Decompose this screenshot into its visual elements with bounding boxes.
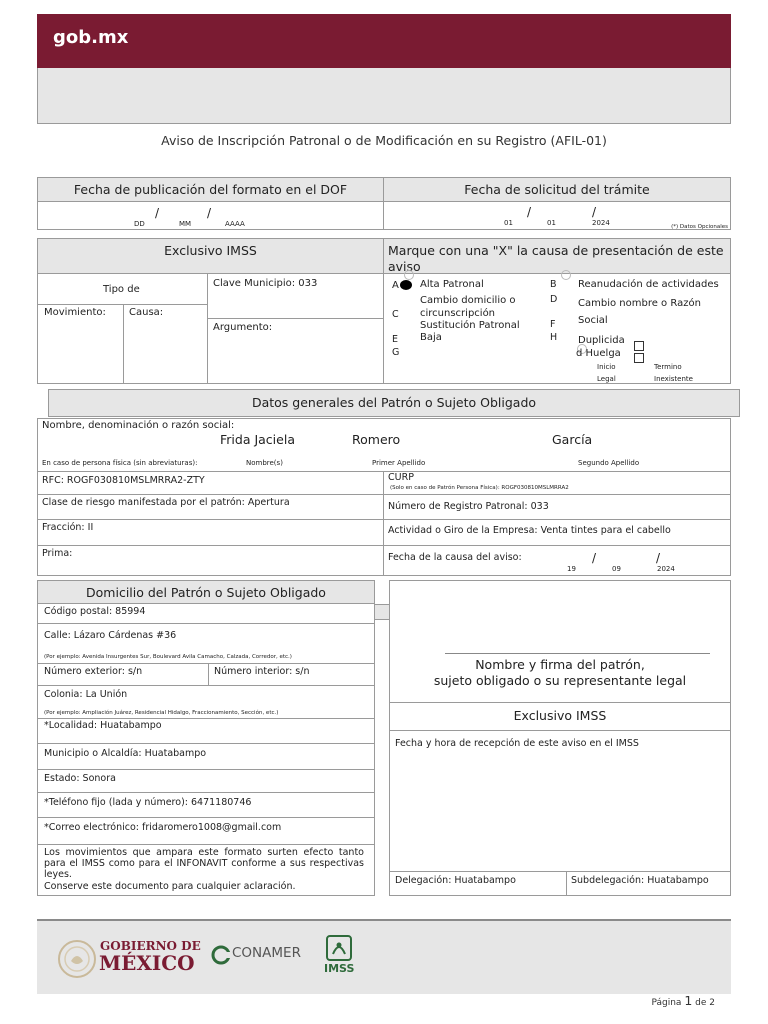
nombre-value[interactable]: Frida Jaciela [220, 432, 295, 447]
prima-cell[interactable]: Prima: [37, 545, 384, 576]
firma-imss-header: Exclusivo IMSS [389, 702, 731, 731]
correo-cell[interactable]: *Correo electrónico: fridaromero1008@gmail.com [37, 817, 375, 845]
datos-header: Datos generales del Patrón o Sujeto Obligado [48, 389, 740, 417]
solicitud-day: 01 [504, 219, 513, 227]
page-number: Página 1 de 2 [651, 993, 715, 1008]
header-gray-band [37, 68, 731, 124]
nombre-cell: Nombre, denominación o razón social: Frida Jaciela Romero García En caso de persona física (sin abreviaturas): Nombre(s) Primer Apellido Segundo Apellido [37, 418, 731, 472]
apellido1-value[interactable]: Romero [352, 432, 401, 447]
estado-cell[interactable]: Estado: Sonora [37, 769, 375, 793]
cp-cell[interactable]: Código postal: 85994 [37, 603, 375, 624]
form-title: Aviso de Inscripción Patronal o de Modificación en su Registro (AFIL-01) [161, 133, 607, 148]
firma-cell[interactable]: Nombre y firma del patrón, sujeto obligado o su representante legal [389, 580, 731, 703]
dof-date-cell: / / DD MM AAAA [37, 201, 384, 230]
gobierno-de-text: GOBIERNO DE [100, 939, 201, 953]
fecha-causa-year: 2024 [657, 565, 675, 573]
solicitud-month: 01 [547, 219, 556, 227]
localidad-cell[interactable]: *Localidad: Huatabampo [37, 718, 375, 744]
solicitud-header: Fecha de solicitud del trámite [383, 177, 731, 202]
solicitud-year: 2024 [592, 219, 610, 227]
domicilio-header: Domicilio del Patrón o Sujeto Obligado [37, 580, 375, 604]
num-int-cell[interactable]: Número interior: s/n [208, 663, 375, 686]
clave-municipio-cell: Clave Municipio: 033 [207, 273, 384, 319]
municipio-cell[interactable]: Municipio o Alcaldía: Huatabampo [37, 743, 375, 770]
num-ext-cell[interactable]: Número exterior: s/n [37, 663, 209, 686]
apellido2-value[interactable]: García [552, 432, 593, 447]
header-bar [37, 14, 731, 68]
rfc-cell[interactable]: RFC: ROGF030810MSLMRRA2-ZTY [37, 471, 384, 495]
curp-cell[interactable]: CURP (Solo en caso de Patrón Persona Física): ROGF030810MSLMRRA2 [383, 471, 731, 495]
argumento-cell: Argumento: [207, 318, 384, 384]
fecha-causa-day: 19 [567, 565, 576, 573]
telefono-cell[interactable]: *Teléfono fijo (lada y número): 6471180746 [37, 792, 375, 818]
huelga-checkbox[interactable] [634, 353, 644, 363]
imss-logo-icon [326, 935, 352, 961]
actividad-cell[interactable]: Actividad o Giro de la Empresa: Venta tintes para el cabello [383, 519, 731, 546]
colonia-cell[interactable]: Colonia: La Unión (Por ejemplo: Ampliación Juárez, Residencial Hidalgo, Fraccionamiento, Sección, etc.) [37, 685, 375, 719]
registro-patronal-cell[interactable]: Número de Registro Patronal: 033 [383, 494, 731, 520]
fecha-causa-cell[interactable]: Fecha de la causa del aviso: / / 19 09 2024 [383, 545, 731, 576]
duplicidad-checkbox[interactable] [634, 341, 644, 351]
solicitud-date-cell[interactable]: / / 01 01 2024 (*) Datos Opcionales [383, 201, 731, 230]
delegacion-cell[interactable]: Delegación: Huatabampo Subdelegación: Huatabampo [389, 871, 731, 896]
reanudacion-radio[interactable] [561, 270, 571, 280]
tipo-cell: Tipo de Movimiento: Causa: [37, 273, 208, 384]
conamer-text: CONAMER [232, 945, 301, 961]
mexico-seal-icon [57, 939, 97, 979]
causa-header: Marque con una "X" la causa de presentación de este aviso [383, 238, 731, 274]
aviso-legal-cell: Los movimientos que ampara este formato surten efecto tanto para el IMSS como para el INFONAVIT conforme a sus respectivas leyes. Conserve este documento para cualquier aclaración. [37, 844, 375, 896]
recepcion-cell[interactable]: Fecha y hora de recepción de este aviso en el IMSS [389, 730, 731, 872]
firma-line [445, 653, 710, 654]
imss-header: Exclusivo IMSS [37, 238, 384, 274]
clase-riesgo-cell[interactable]: Clase de riesgo manifestada por el patrón: Apertura [37, 494, 384, 520]
dof-header: Fecha de publicación del formato en el DOF [37, 177, 384, 202]
calle-cell[interactable]: Calle: Lázaro Cárdenas #36 (Por ejemplo: Avenida Insurgentes Sur, Boulevard Avila Camacho, Calzada, Corredor, etc.) [37, 623, 375, 664]
conamer-logo-icon [211, 945, 231, 965]
datos-opcionales-note: (*) Datos Opcionales [671, 224, 728, 230]
causa-options: A Alta Patronal B Reanudación de actividades C Cambio domicilio o circunscripción D Cambio nombre o Razón Social Sustitución Patronal F E Baja H G Duplicida d Huelga Inicio Legal Termino Inexistente [383, 273, 731, 384]
tipo-divider-v [123, 304, 124, 384]
domicilio-side-tab [374, 604, 390, 620]
delegacion-divider [566, 871, 567, 896]
fecha-causa-month: 09 [612, 565, 621, 573]
gobmx-logo: gob.mx [53, 27, 129, 48]
alta-radio-ghost [404, 270, 414, 280]
alta-radio-selected[interactable] [400, 280, 412, 290]
footer-band [37, 919, 731, 994]
mexico-text: MÉXICO [99, 951, 195, 975]
imss-logo-text: IMSS [324, 962, 355, 975]
fraccion-cell[interactable]: Fracción: II [37, 519, 384, 546]
